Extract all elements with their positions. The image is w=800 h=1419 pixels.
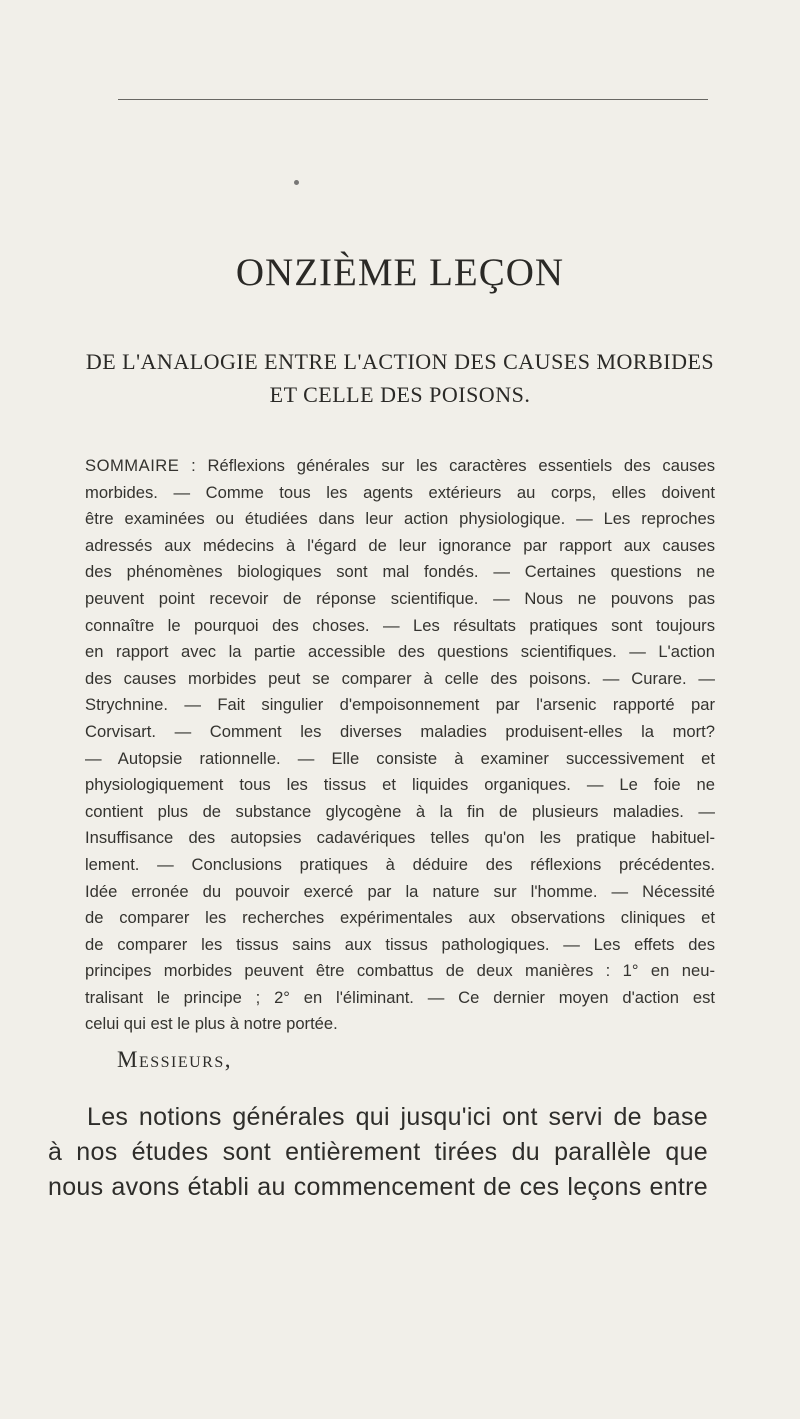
summary-line: physiologiquement tous les tissus et liquides organiques. — Le foie ne	[85, 775, 715, 795]
summary-line: Corvisart. — Comment les diverses maladies produisent-elles la mort?	[85, 721, 715, 741]
summary-line: peuvent point recevoir de réponse scientifique. — Nous ne pouvons pas	[85, 588, 715, 608]
body-line: à nos études sont entièrement tirées du parallèle que	[48, 1138, 708, 1166]
subtitle-line: DE L'ANALOGIE ENTRE L'ACTION DES CAUSES MORBIDES	[85, 349, 715, 374]
body-paragraph	[48, 1100, 708, 1205]
salutation: Messieurs,	[117, 1047, 232, 1072]
top-rule	[118, 99, 708, 100]
summary-line: morbides. — Comme tous les agents extérieurs au corps, elles doivent	[85, 482, 715, 502]
subtitle-line: ET CELLE DES POISONS.	[269, 382, 531, 407]
summary-line: lement. — Conclusions pratiques à déduire des réflexions précédentes.	[85, 854, 715, 874]
chapter-title: ONZIÈME LEÇON	[235, 251, 565, 294]
summary-line: principes morbides peuvent être combattus de deux manières : 1° en neu-	[85, 961, 715, 981]
body-line: Les notions générales qui jusqu'ici ont servi de base	[87, 1103, 708, 1131]
summary-line: adressés aux médecins à l'égard de leur ignorance par rapport aux causes	[85, 535, 715, 555]
summary-line: de comparer les recherches expérimentales aux observations cliniques et	[85, 908, 715, 928]
ink-speck	[294, 180, 299, 185]
summary-line: — Autopsie rationnelle. — Elle consiste à examiner successivement et	[85, 748, 715, 768]
summary-line: tralisant le principe ; 2° en l'éliminant. — Ce dernier moyen d'action est	[85, 987, 715, 1007]
summary-line: connaître le pourquoi des choses. — Les résultats pratiques sont toujours	[85, 615, 715, 635]
summary-line: Insuffisance des autopsies cadavériques telles qu'on les pratique habituel-	[85, 828, 715, 848]
summary-line: contient plus de substance glycogène à la fin de plusieurs maladies. —	[85, 801, 715, 821]
summary-line: de comparer les tissus sains aux tissus pathologiques. — Les effets des	[85, 934, 715, 954]
chapter-subtitle	[0, 345, 800, 411]
summary-lead: SOMMAIRE	[85, 456, 180, 475]
summary-block	[85, 453, 715, 1038]
summary-line: être examinées ou étudiées dans leur action physiologique. — Les reproches	[85, 509, 715, 529]
summary-line: en rapport avec la partie accessible des questions scientifiques. — L'action	[85, 642, 715, 662]
summary-line: celui qui est le plus à notre portée.	[85, 1014, 338, 1034]
summary-line: Strychnine. — Fait singulier d'empoisonnement par l'arsenic rapporté par	[85, 695, 715, 715]
body-line: nous avons établi au commencement de ces leçons entre	[48, 1173, 708, 1201]
summary-line: Idée erronée du pouvoir exercé par la nature sur l'homme. — Nécessité	[85, 881, 715, 901]
summary-line: des phénomènes biologiques sont mal fondés. — Certaines questions ne	[85, 562, 715, 582]
summary-line: des causes morbides peut se comparer à celle des poisons. — Curare. —	[85, 668, 715, 688]
summary-line: SOMMAIRE : Réflexions générales sur les caractères essentiels des causes	[85, 456, 715, 475]
